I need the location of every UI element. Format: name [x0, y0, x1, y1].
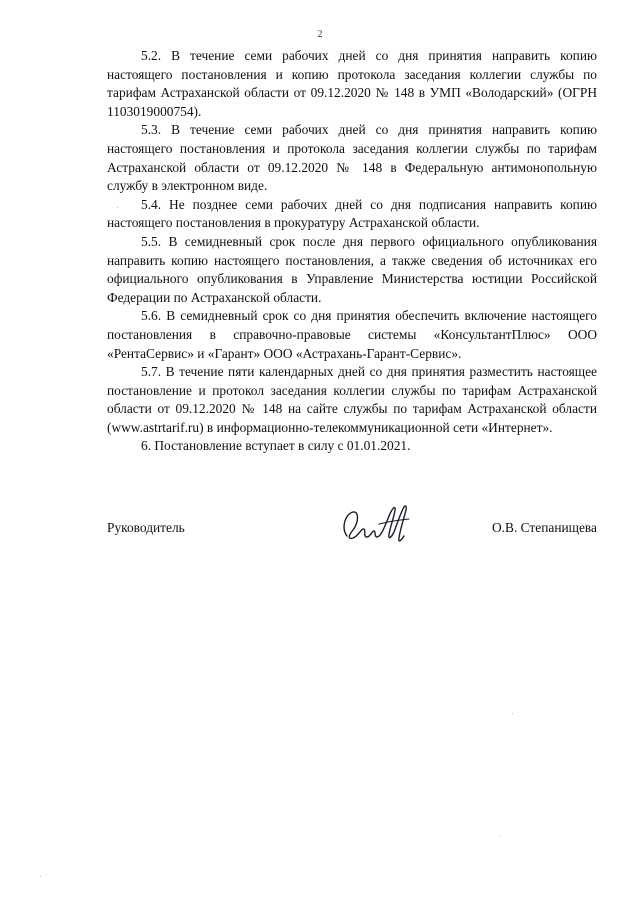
scan-speck	[512, 713, 513, 714]
scan-speck	[117, 207, 118, 208]
paragraph-5-6: 5.6. В семидневный срок со дня принятия обеспечить включение настоящего постановления в справочно-правовые системы «КонсультантПлюс» ООО «РентаСервис» и «Гарант» ООО «Астрахань-Гарант-Сервис».	[107, 308, 597, 361]
scan-speck	[40, 876, 41, 877]
paragraph-5-7: 5.7. В течение пяти календарных дней со дня принятия разместить настоящее постановление и протокол заседания коллегии службы по тарифам Астраханской области от 09.12.2020 № 148 на сайте службы по тарифам Астраханской области (www.astrtarif.ru) в информационно-телекоммуникационной сети «Интернет».	[107, 364, 597, 435]
paragraph-6: 6. Постановление вступает в силу с 01.01.2021.	[141, 438, 411, 454]
document-body	[107, 47, 597, 456]
signature-block	[107, 502, 597, 552]
handwritten-signature	[339, 502, 417, 548]
signer-title: Руководитель	[107, 520, 185, 535]
paragraph-5-2: 5.2. В течение семи рабочих дней со дня принятия направить копию настоящего постановления и копию протокола заседания коллегии службы по тарифам Астраханской области от 09.12.2020 № 148 в УМП «Володарский» (ОГРН 1103019000754).	[107, 48, 597, 119]
signer-name: О.В. Степанищева	[492, 520, 597, 535]
paragraph-5-5: 5.5. В семидневный срок после дня первого официального опубликования направить копию настоящего постановления, а также сведения об источниках его официального опубликования в Управление Министерства юстиции Российской Федерации по Астраханской области.	[107, 233, 597, 305]
paragraph-5-3: 5.3. В течение семи рабочих дней со дня принятия направить копию настоящего постановления и протокола заседания коллегии службы по тарифам Астраханской области от 09.12.2020 № 148 в Федеральную антимонопольную службу в электронном виде.	[107, 122, 597, 194]
paragraph-5-4: 5.4. Не позднее семи рабочих дней со дня подписания направить копию настоящего постановления в прокуратуру Астраханской области.	[107, 196, 597, 231]
scan-speck	[499, 835, 500, 836]
page-number: 2	[317, 29, 323, 40]
